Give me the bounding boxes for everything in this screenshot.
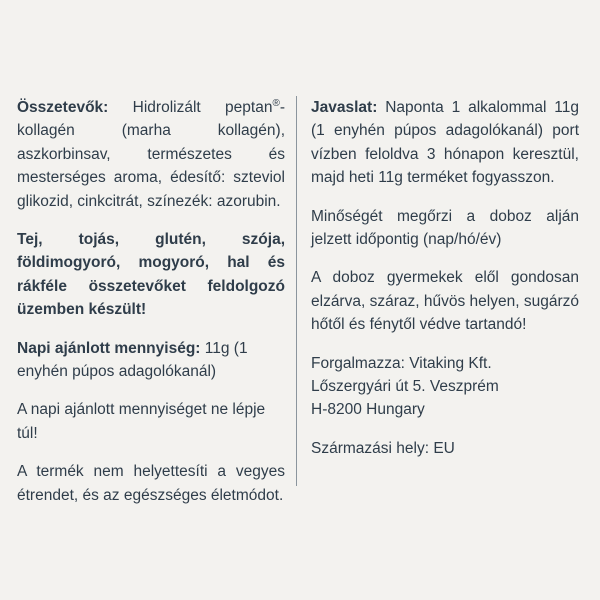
ingredients-label: Összetevők: xyxy=(17,99,109,116)
storage-text: A doboz gyermekek elől gondosan elzárva, száraz, hűvös helyen, sugárzó hőtől és fénytől védve tartandó! xyxy=(311,269,579,334)
ingredients-paragraph xyxy=(17,96,285,213)
left-column xyxy=(17,96,285,507)
distributor-block xyxy=(311,352,579,422)
right-column xyxy=(311,96,579,460)
allergen-warning: Tej, tojás, glutén, szója, földimogyoró, mogyoró, hal és rákféle összetevőket feldolgozó üzemben készült! xyxy=(17,231,285,319)
registered-mark: ® xyxy=(272,98,280,109)
column-divider xyxy=(296,96,297,486)
daily-dose-paragraph xyxy=(17,337,285,384)
ingredients-text-part2: -kollagén (marha kollagén), aszkorbinsav, természetes és mesterséges aroma, édesítő: szteviol glikozid, cinkcitrát, színezék: azorubin. xyxy=(17,99,286,210)
suggestion-label: Javaslat: xyxy=(311,99,378,116)
distributor-country: H-8200 Hungary xyxy=(311,401,425,419)
diet-notice: A termék nem helyettesíti a vegyes étrendet, és az egészséges életmódot. xyxy=(17,463,285,504)
distributor-name: Forgalmazza: Vitaking Kft. xyxy=(311,354,492,372)
suggestion-text: Naponta 1 alkalommal 11g (1 enyhén púpos adagolókanál) port vízben feloldva 3 hónapon keresztül, majd heti 11g terméket fogyasszon. xyxy=(311,99,579,187)
dose-warning: A napi ajánlott mennyiséget ne lépje túl! xyxy=(17,401,266,442)
distributor-address: Lőszergyári út 5. Veszprém xyxy=(311,378,499,396)
daily-dose-text: 11g (1 enyhén púpos adagolókanál) xyxy=(17,339,248,381)
suggestion-paragraph xyxy=(311,96,579,190)
ingredients-text-part1: Hidrolizált peptan xyxy=(132,99,273,116)
best-before-text: Minőségét megőrzi a doboz alján jelzett időpontig (nap/hó/év) xyxy=(311,207,579,249)
daily-dose-label: Napi ajánlott mennyiség: xyxy=(17,339,201,357)
origin-text: Származási hely: EU xyxy=(311,439,455,457)
